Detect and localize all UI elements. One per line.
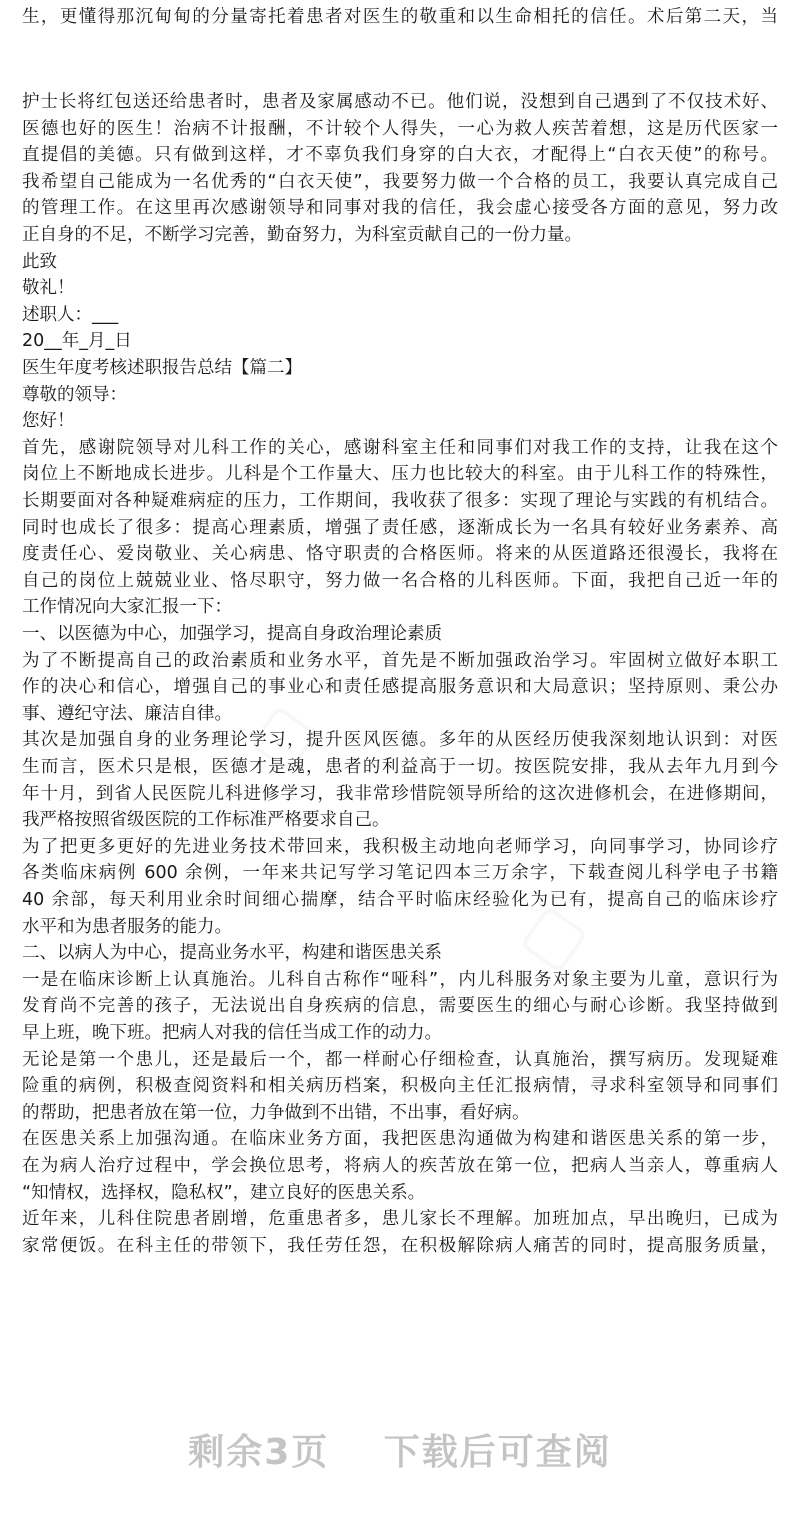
text-line: 40 余部，每天利用业余时间细心揣摩，结合平时临床经验化为已有，提高自己的临床诊疗 (22, 890, 778, 910)
text-line: 一是在临床诊断上认真施治。儿科自古称作“哑科”，内儿科服务对象主要为儿童，意识行为 (22, 969, 778, 990)
text-line: 的管理工作。在这里再次感谢领导和同事对我的信任，我会虚心接受各方面的意见，努力改 (22, 198, 778, 219)
text-line: “知情权，选择权，隐私权”，建立良好的医患关系。 (22, 1182, 426, 1203)
download-banner[interactable] (0, 1424, 800, 1475)
text-line: 我希望自己能成为一名优秀的“白衣天使”，我要努力做一个合格的员工，我要认真完成自己 (22, 171, 778, 192)
text-line: 岗位上不断地成长进步。儿科是个工作量大、压力也比较大的科室。由于儿科工作的特殊性， (22, 464, 778, 485)
text-line: 尊敬的领导： (22, 384, 127, 405)
text-line: 水平和为患者服务的能力。 (22, 916, 232, 937)
text-line: 此致 (22, 251, 57, 272)
remaining-pages-label: 剩余3页 (188, 1432, 330, 1473)
text-line: 为了不断提高自己的政治素质和业务水平，首先是不断加强政治学习。牢固树立做好本职工 (22, 650, 778, 671)
text-line: 在为病人治疗过程中，学会换位思考，将病人的疾苦放在第一位，把病人当亲人，尊重病人 (22, 1156, 778, 1176)
text-line: 工作情况向大家汇报一下： (22, 597, 232, 618)
text-line: 首先，感谢院领导对儿科工作的关心，感谢科室主任和同事们对我工作的支持，让我在这个 (22, 437, 778, 458)
text-line: 同时也成长了很多：提高心理素质，增强了责任感，逐渐成长为一名具有较好业务素养、高 (22, 517, 778, 538)
watermark: ▢ (232, 691, 328, 783)
text-line: 敬礼！ (22, 278, 75, 299)
text-line: 长期要面对各种疑难病症的压力，工作期间，我收获了很多：实现了理论与实践的有机结合。 (22, 491, 778, 511)
text-line: 无论是第一个患儿，还是最后一个，都一样耐心仔细检查，认真施治，撰写病历。发现疑难 (22, 1049, 778, 1070)
cut-off-text-line: 生，更懂得那沉甸甸的分量寄托着患者对医生的敬重和以生命相托的信任。术后第二天，当 (22, 7, 778, 27)
text-line: 自己的岗位上兢兢业业、恪尽职守，努力做一名合格的儿科医师。下面，我把自己近一年的 (22, 570, 778, 591)
text-line: 正自身的不足，不断学习完善，勤奋努力，为科室贡献自己的一份力量。 (22, 225, 582, 245)
text-line: 20__年_月_日 (22, 331, 132, 352)
text-line: 为了把更多更好的先进业务技术带回来，我积极主动地向老师学习，向同事学习，协同诊疗 (22, 836, 778, 857)
text-line: 年十月，到省人民医院儿科进修学习，我非常珍惜院领导所给的这次进修机会，在进修期间， (22, 783, 778, 804)
text-line: 的帮助，把患者放在第一位，力争做到不出错，不出事，看好病。 (22, 1102, 530, 1123)
text-line: 家常便饭。在科主任的带领下，我任劳任怨，在积极解除病人痛苦的同时，提高服务质量， (22, 1235, 778, 1256)
download-prompt-label[interactable]: 下载后可查阅 (383, 1432, 612, 1473)
text-line: 生而言，医术只是根，医德才是魂，患者的利益高于一切。按医院安排，我从去年九月到今 (22, 757, 778, 777)
text-line: 我严格按照省级医院的工作标准严格要求自己。 (22, 810, 390, 831)
text-line: 直提倡的美德。只有做到这样，才不辜负我们身穿的白大衣，才配得上“白衣天使”的称号。 (22, 145, 778, 166)
text-line: 一、以医德为中心，加强学习，提高自身政治理论素质 (22, 624, 442, 644)
text-line: 早上班，晚下班。把病人对我的信任当成工作的动力。 (22, 1023, 442, 1043)
text-line: 护士长将红包送还给患者时，患者及家属感动不已。他们说，没想到自己遇到了不仅技术好、 (22, 92, 778, 112)
text-line: 在医患关系上加强沟通。在临床业务方面，我把医患沟通做为构建和谐医患关系的第一步， (22, 1129, 778, 1150)
text-line: 事、遵纪守法、廉洁自律。 (22, 703, 232, 724)
text-line: 险重的病例，积极查阅资料和相关病历档案，积极向主任汇报病情，寻求科室领导和同事们 (22, 1076, 778, 1097)
text-line: 各类临床病例 600 余例，一年来共记写学习笔记四本三万余字，下载查阅儿科学电子书籍 (22, 863, 778, 884)
text-line: 其次是加强自身的业务理论学习，提升医风医德。多年的从医经历使我深刻地认识到：对医 (22, 730, 778, 751)
text-line: 作的决心和信心，增强自己的事业心和责任感提高服务意识和大局意识；坚持原则、秉公办 (22, 677, 778, 698)
text-line: 医生年度考核述职报告总结【篇二】 (22, 358, 302, 378)
text-line: 述职人：___ (22, 304, 119, 325)
text-line: 近年来，儿科住院患者剧增，危重患者多，患儿家长不理解。加班加点，早出晚归，已成为 (22, 1209, 778, 1230)
text-line: 度责任心、爱岗敬业、关心病患、恪守职责的合格医师。将来的从医道路还很漫长，我将在 (22, 544, 778, 565)
text-line: 发育尚不完善的孩子，无法说出自身疾病的信息，需要医生的细心与耐心诊断。我坚持做到 (22, 996, 778, 1017)
text-line: 二、以病人为中心，提高业务水平，构建和谐医患关系 (22, 943, 442, 964)
text-line: 医德也好的医生！治病不计报酬，不计较个人得失，一心为救人疾苦着想，这是历代医家一 (22, 118, 778, 139)
text-line: 您好！ (22, 411, 75, 432)
watermark: ▢ (502, 891, 598, 983)
